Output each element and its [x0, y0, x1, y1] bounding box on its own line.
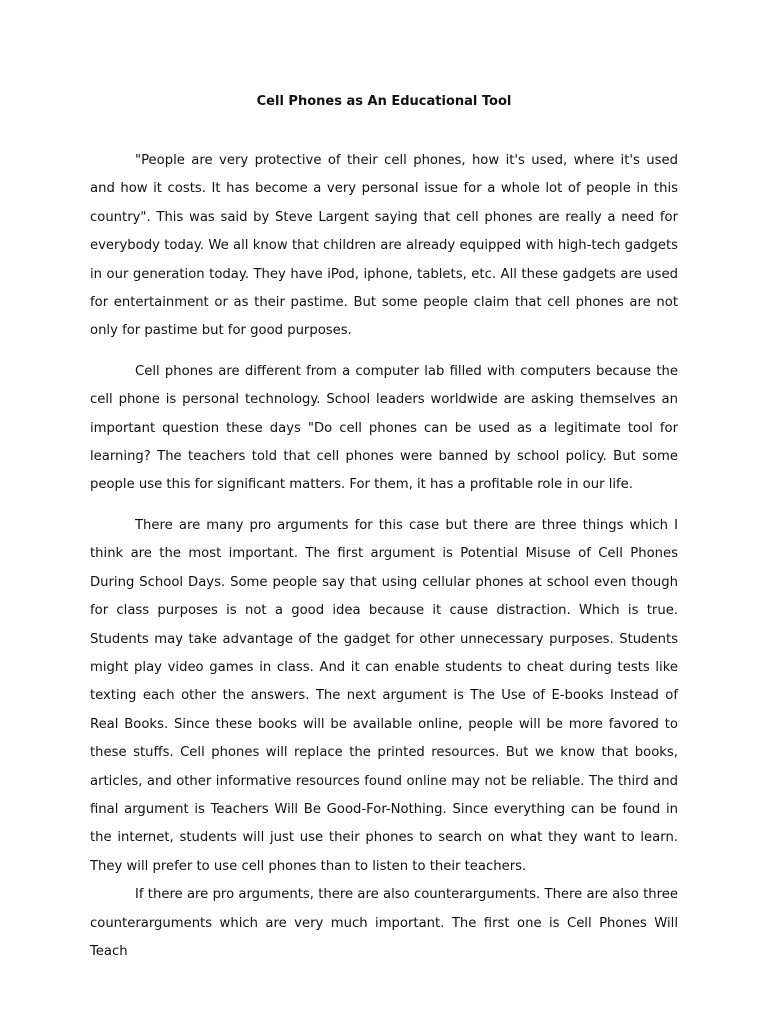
paragraph-gap — [90, 346, 678, 358]
paragraph-2: Cell phones are different from a computer lab filled with computers because the cell phone is personal technology. School leaders worldwide are asking themselves an important question these days "Do cell phones can be used as a legitimate tool for learning? The teachers told that cell phones were banned by school policy. But some people use this for significant matters. For them, it has a profitable role in our life. — [90, 363, 678, 493]
paragraph-3: There are many pro arguments for this case but there are three things which I think are the most important. The first argument is Potential Misuse of Cell Phones During School Days. Some people say that using cellular phones at school even though for class purposes is not a good idea because it cause distraction. Which is true. Students may take advantage of the gadget for other unnecessary purposes. Students might play video games in class. And it can enable students to cheat during tests like texting each other the answers. The next argument is The Use of E-books Instead of Real Books. Since these books will be available online, people will be more favored to these stuffs. Cell phones will replace the printed resources. But we know that books, articles, and other informative resources found online may not be reliable. The third and final argument is Teachers Will Be Good-For-Nothing. Since everything can be found in the internet, students will just use their phones to search on what they want to learn. They will prefer to use cell phones than to listen to their teachers. — [90, 517, 678, 874]
paragraph-1: "People are very protective of their cell phones, how it's used, where it's used and how it costs. It has become a very personal issue for a whole lot of people in this country". This was said by Steve Largent saying that cell phones are really a need for everybody today. We all know that children are already equipped with high-tech gadgets in our generation today. They have iPod, iphone, tablets, etc. All these gadgets are used for entertainment or as their pastime. But some people claim that cell phones are not only for pastime but for good purposes. — [90, 153, 678, 339]
paragraph-gap — [90, 500, 678, 512]
document-body — [90, 147, 678, 966]
paragraph-4: If there are pro arguments, there are also counterarguments. There are also three counterarguments which are very much important. The first one is Cell Phones Will Teach — [90, 887, 678, 959]
document-title: Cell Phones as An Educational Tool — [256, 94, 512, 109]
